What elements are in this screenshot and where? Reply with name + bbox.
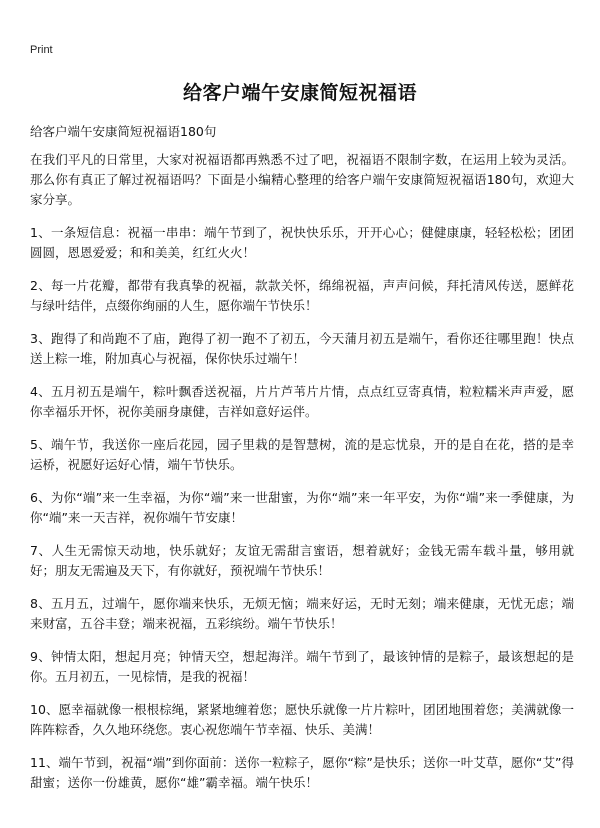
blessing-item-1: 1、一条短信息：祝福一串串：端午节到了，祝快快乐乐，开开心心；健健康康，轻轻松松；团团圆圆，恩恩爱爱；和和美美，红红火火！ <box>30 225 574 260</box>
article-body <box>30 150 574 806</box>
blessing-item-9: 9、钟情太阳，想起月亮；钟情天空，想起海洋。端午节到了，最该钟情的是粽子，最该想起的是你。五月初五，一见棕情，是我的祝福！ <box>30 649 574 684</box>
blessing-item-7: 7、人生无需惊天动地，快乐就好；友谊无需甜言蜜语，想着就好；金钱无需车载斗量，够用就好；朋友无需遍及天下，有你就好，预祝端午节快乐！ <box>30 543 574 578</box>
blessing-item-5: 5、端午节，我送你一座后花园，园子里栽的是智慧树，流的是忘忧泉，开的是自在花，搭的是幸运桥，祝愿好运好心情，端午节快乐。 <box>30 437 574 472</box>
blessing-item-2: 2、每一片花瓣，都带有我真挚的祝福，款款关怀，绵绵祝福，声声问候，拜托清风传送，愿鲜花与绿叶结伴，点缀你绚丽的人生，愿你端午节快乐！ <box>30 278 574 313</box>
page-subtitle: 给客户端午安康简短祝福语180句 <box>30 124 217 139</box>
blessing-item-11: 11、端午节到，祝福“端”到你面前：送你一粒粽子，愿你“粽”是快乐；送你一叶艾草，愿你“艾”得甜蜜；送你一份雄黄，愿你“雄”霸幸福。端午快乐！ <box>30 755 574 790</box>
blessing-item-4: 4、五月初五是端午，粽叶飘香送祝福，片片芦苇片片情，点点红豆寄真情，粒粒糯米声声爱，愿你幸福乐开怀，祝你美丽身康健，吉祥如意好运伴。 <box>30 384 574 419</box>
blessing-item-8: 8、五月五，过端午，愿你端来快乐，无烦无恼；端来好运，无时无刻；端来健康，无忧无虑；端来财富，五谷丰登；端来祝福，五彩缤纷。端午节快乐！ <box>30 596 574 631</box>
blessing-item-3: 3、跑得了和尚跑不了庙，跑得了初一跑不了初五，今天蒲月初五是端午，看你还往哪里跑！快点送上粽一堆，附加真心与祝福，保你快乐过端午！ <box>30 331 574 366</box>
print-link[interactable]: Print <box>30 44 53 56</box>
intro-paragraph: 在我们平凡的日常里，大家对祝福语都再熟悉不过了吧，祝福语不限制字数，在运用上较为灵活。那么你有真正了解过祝福语吗？下面是小编精心整理的给客户端午安康简短祝福语180句，欢迎大家分享。 <box>30 152 574 207</box>
page-title: 给客户端午安康简短祝福语 <box>182 82 417 104</box>
blessing-item-6: 6、为你“端”来一生幸福，为你“端”来一世甜蜜，为你“端”来一年平安，为你“端”来一季健康，为你“端”来一天吉祥，祝你端午节安康！ <box>30 490 574 525</box>
blessing-item-10: 10、愿幸福就像一根根棕绳，紧紧地缠着您；愿快乐就像一片片粽叶，团团地围着您；美满就像一阵阵粽香，久久地环绕您。衷心祝您端午节幸福、快乐、美满！ <box>30 702 574 737</box>
